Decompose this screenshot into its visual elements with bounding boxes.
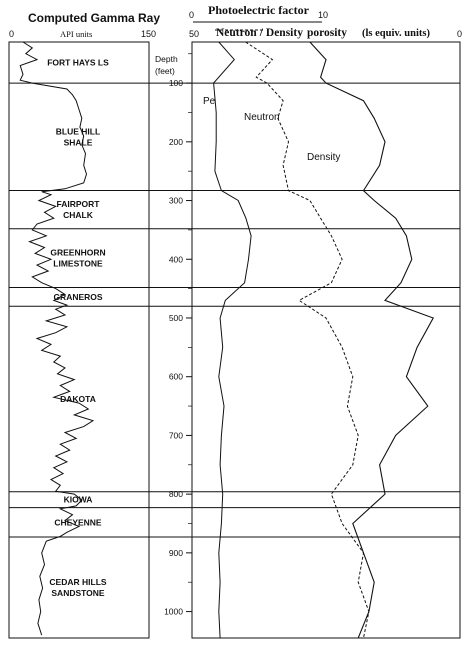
depth-units: (feet)	[155, 66, 175, 76]
porosity-title	[216, 27, 347, 39]
depth-axis	[164, 54, 192, 617]
porosity-title-sep: /	[259, 27, 263, 39]
depth-title: Depth	[155, 54, 178, 64]
density-curve	[310, 42, 433, 638]
formation-label: FAIRPORT	[56, 199, 100, 210]
porosity-title-density: Density	[265, 27, 303, 39]
porosity-track-frame	[192, 42, 460, 638]
formation-label: CHALK	[63, 210, 93, 221]
formation-label: FORT HAYS LS	[47, 57, 109, 68]
formation-layer	[9, 58, 460, 598]
porosity-title-rest: porosity	[306, 27, 347, 39]
depth-tick-label: 100	[168, 78, 183, 89]
porosity-units: (ls equiv. units)	[362, 28, 430, 39]
pe-scale-min: 0	[189, 10, 195, 20]
gamma-scale-max: 150	[141, 29, 157, 39]
depth-tick-label: 1000	[164, 606, 183, 617]
depth-tick-label: 600	[168, 371, 183, 382]
formation-label: LIMESTONE	[53, 258, 103, 269]
formation-label: KIOWA	[63, 494, 93, 505]
formation-label: GREENHORN	[50, 247, 106, 258]
density-curve-label: Density	[307, 152, 341, 163]
gamma-title: Computed Gamma Ray	[28, 11, 161, 25]
formation-label: CEDAR HILLS	[49, 577, 107, 588]
log-curves	[20, 42, 433, 638]
depth-tick-label: 500	[168, 312, 183, 323]
pe-title: Photoelectric factor	[208, 3, 309, 17]
formation-label: GRANEROS	[53, 291, 103, 302]
formation-label: DAKOTA	[60, 394, 96, 405]
depth-tick-label: 200	[168, 136, 183, 147]
depth-tick-label: 800	[168, 489, 183, 500]
pe-curve-label: Pe	[203, 96, 216, 107]
porosity-scale-left: 50	[189, 29, 200, 39]
gamma-scale-min: 0	[9, 29, 15, 39]
pe-curve	[214, 42, 252, 638]
porosity-title-neutron: Neutron	[216, 27, 257, 39]
depth-tick-label: 700	[168, 430, 183, 441]
neutron-curve-label: Neutron	[244, 112, 280, 123]
depth-tick-label: 400	[168, 254, 183, 265]
formation-label: SHALE	[63, 137, 93, 148]
formation-label: CHEYENNE	[54, 517, 102, 528]
porosity-scale-right: 0	[457, 29, 463, 39]
neutron-curve	[246, 42, 369, 638]
depth-tick-label: 900	[168, 547, 183, 558]
gamma-units: API units	[60, 29, 93, 39]
formation-label: SANDSTONE	[51, 588, 105, 599]
formation-label: BLUE HILL	[55, 126, 101, 137]
pe-scale-max: 10	[318, 10, 329, 20]
depth-tick-label: 300	[168, 195, 183, 206]
